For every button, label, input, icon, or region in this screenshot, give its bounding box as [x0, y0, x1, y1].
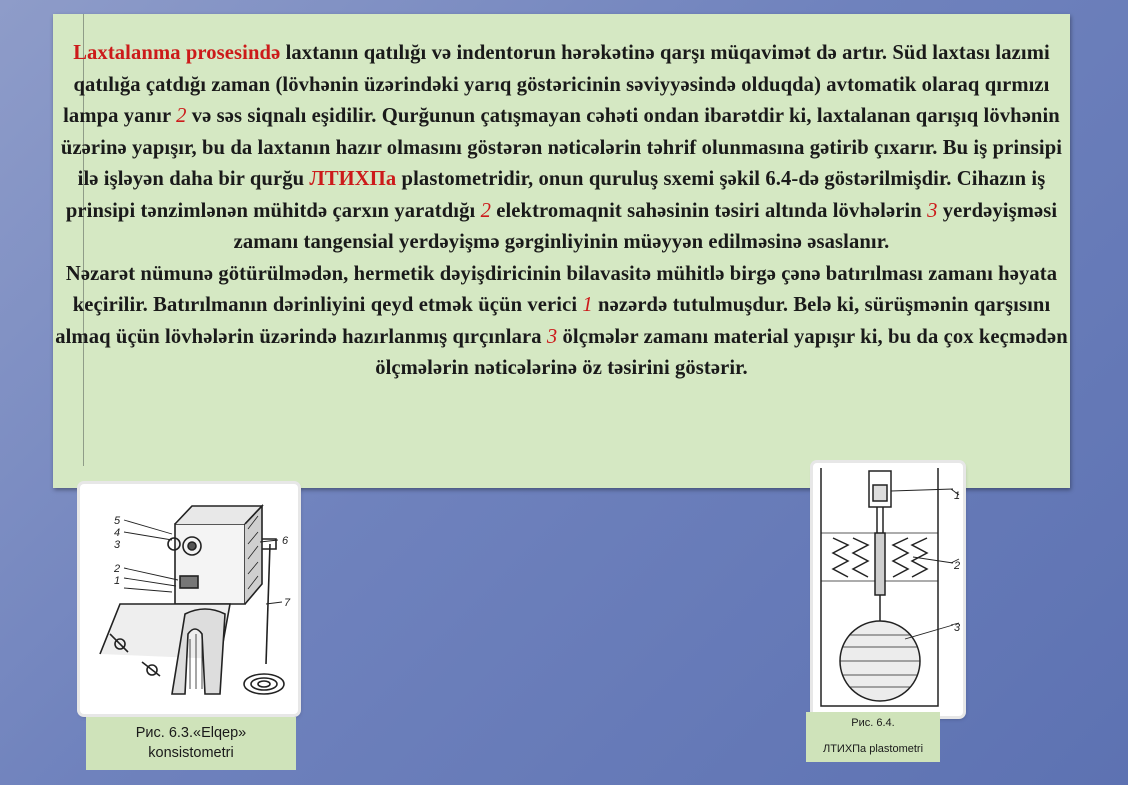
- device-name: ЛТИХПа: [309, 168, 397, 190]
- figure-label: 1: [114, 575, 121, 587]
- caption-line: konsistometri: [148, 745, 234, 761]
- text-segment: elektromaqnit sahəsinin təsiri altında lövhələrin: [491, 199, 928, 222]
- reference-number: 3: [546, 325, 558, 348]
- figure-caption: [86, 717, 296, 770]
- text-segment: laxtanın qatılığı və indentorun hərəkətinə qarşı müqavimət də artır. Süd laxtası lazımi qatılığa çatdığı zaman (lövhənin üzərindəki yarıq göstəricinin səviyyəsində olduqda) avtomatik olaraq qırmızı lampa yanır: [63, 42, 1050, 127]
- reference-number: 1: [582, 294, 593, 316]
- consistometer-figure: [80, 484, 298, 714]
- reference-number: 2: [480, 199, 491, 222]
- figure-label: 2: [114, 563, 121, 575]
- figure-label: 6: [282, 535, 289, 547]
- text-panel: [53, 14, 1070, 488]
- figure-label: 3: [114, 539, 121, 551]
- figure-label: 4: [114, 527, 121, 539]
- reference-number: 2: [176, 105, 187, 127]
- highlight-term: Laxtalanma prosesində: [73, 42, 281, 64]
- text-segment: plastometridir, onun quruluş sxemi şəkil 6.4-də göstərilmişdir. Cihazın iş prinsipi tənzimlənən mühitdə çarxın yaratdığı: [65, 168, 1046, 222]
- figure-label: 7: [284, 597, 291, 609]
- figure-label: 2: [954, 560, 961, 572]
- text-segment: yerdəyişməsi zamanı tangensial yerdəyişmə gərginliyinin müəyyən edilməsinə əsaslanır.: [233, 199, 1058, 253]
- caption-line: Рис. 6.4.: [851, 717, 895, 729]
- description-paragraph: [53, 38, 1070, 385]
- figure-caption: [806, 712, 940, 762]
- figure-label: 3: [954, 622, 961, 634]
- text-segment: Nəzarət nümunə götürülmədən, hermetik dəyişdiricinin bilavasitə mühitlə birgə çənə batırılması zamanı həyata keçirilir. Batırılmanın dərinliyini qeyd etmək üçün verici: [65, 262, 1058, 316]
- plastometer-drawing: [813, 463, 963, 716]
- text-segment: nəzərdə tutulmuşdur. Belə ki, sürüşmənin qarşısını almaq üçün lövhələrin üzərində hazırlanmış qırçınlara: [55, 294, 1051, 348]
- consistometer-drawing: [80, 484, 298, 714]
- figure-label: 1: [954, 490, 961, 502]
- plastometer-figure: [813, 463, 963, 716]
- text-segment: və səs siqnalı eşidilir. Qurğunun çatışmayan cəhəti ondan ibarətdir ki, laxtalanan qarışıq lövhənin üzərinə yapışır, bu da laxtanın hazır olmasını göstərən nəticələrin təhrif olunmasına gətirib çıxarır. Bu iş prinsipi ilə işləyən daha bir qurğu: [60, 105, 1063, 190]
- reference-number: 3: [927, 199, 938, 222]
- text-segment: ölçmələr zamanı material yapışır ki, bu da çox keçmədən ölçmələrin nəticələrinə öz təsirini göstərir.: [375, 325, 1068, 379]
- caption-line: Рис. 6.3.«Elqep»: [135, 725, 247, 741]
- figure-label: 5: [114, 515, 121, 527]
- caption-line: ЛТИХПа plastometri: [822, 743, 924, 755]
